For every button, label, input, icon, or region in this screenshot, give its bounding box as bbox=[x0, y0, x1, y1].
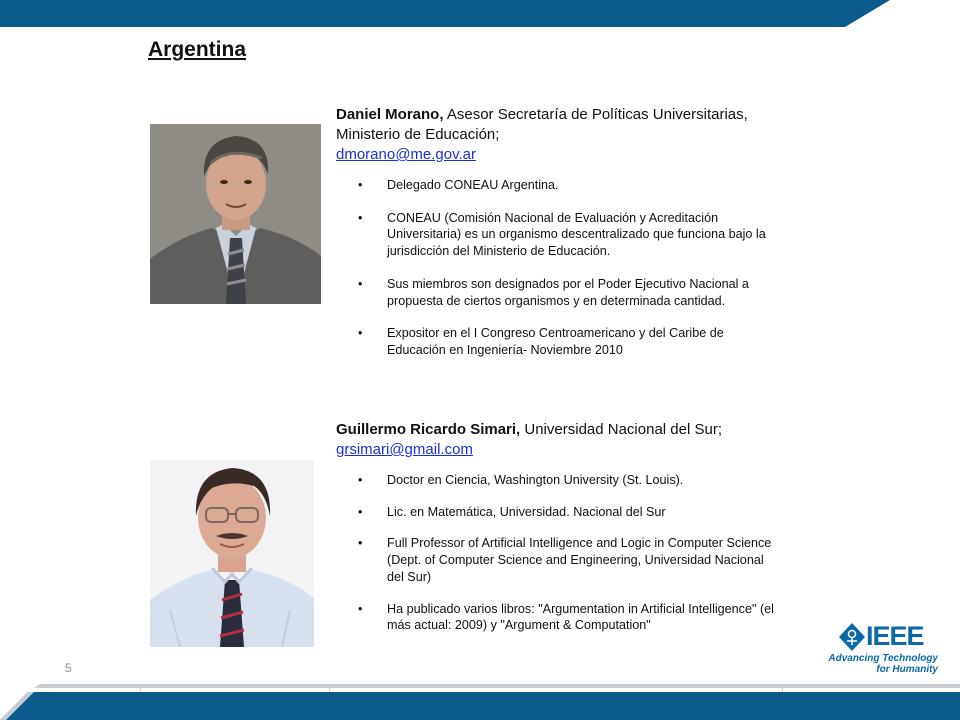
ieee-diamond-icon bbox=[838, 622, 866, 652]
bullet-icon: • bbox=[358, 326, 363, 341]
bullet-list bbox=[336, 472, 781, 634]
email-link[interactable]: grsimari@gmail.com bbox=[336, 441, 473, 458]
slide-title: Argentina bbox=[148, 38, 247, 61]
list-item: • Full Professor of Artificial Intelligence and Logic in Computer Science (Dept. of Computer Science and Engineering, Universidad Nacional del Sur) bbox=[358, 536, 772, 584]
bullet-icon: • bbox=[358, 210, 363, 225]
bullet-icon: • bbox=[358, 276, 363, 291]
person-guillermo-simari bbox=[336, 420, 781, 649]
bullet-icon: • bbox=[358, 473, 363, 487]
ieee-wordmark: IEEE bbox=[866, 621, 924, 651]
ieee-tagline: Advancing Technology for Humanity bbox=[828, 653, 938, 675]
top-banner bbox=[0, 0, 960, 27]
email-link[interactable]: dmorano@me.gov.ar bbox=[336, 146, 477, 163]
person-name: Guillermo Ricardo Simari, bbox=[336, 421, 521, 438]
list-item: • Sus miembros son designados por el Poder Ejecutivo Nacional a propuesta de ciertos organismos y en determinada cantidad. bbox=[358, 276, 749, 308]
bullet-list bbox=[336, 177, 781, 359]
person-header bbox=[336, 105, 781, 145]
person-daniel-morano bbox=[336, 105, 781, 375]
list-item: • Delegado CONEAU Argentina. bbox=[358, 178, 559, 192]
bullet-icon: • bbox=[358, 601, 363, 616]
person-affiliation: Universidad Nacional del Sur; bbox=[520, 421, 722, 438]
person-name: Daniel Morano, bbox=[336, 106, 444, 123]
bullet-icon: • bbox=[358, 178, 363, 192]
page-number: 5 bbox=[65, 661, 72, 675]
bullet-icon: • bbox=[358, 504, 363, 519]
portrait-daniel-morano bbox=[150, 124, 321, 304]
list-item: • Expositor en el I Congreso Centroamericano y del Caribe de Educación en Ingeniería- Noviembre 2010 bbox=[358, 326, 724, 357]
person-header bbox=[336, 420, 781, 440]
bottom-banner bbox=[0, 680, 960, 720]
bullet-icon: • bbox=[358, 536, 363, 551]
list-item: • CONEAU (Comisión Nacional de Evaluación y Acreditación Universitaria) es un organismo descentralizado que funciona bajo la jurisdicción del Ministerio de Educación. bbox=[358, 210, 766, 259]
portrait-guillermo-simari bbox=[150, 460, 314, 647]
person-affiliation: Asesor Secretaría de Políticas Universitarias, Ministerio de Educación; bbox=[336, 106, 748, 143]
list-item: • Doctor en Ciencia, Washington University (St. Louis). bbox=[358, 473, 684, 487]
list-item: • Ha publicado varios libros: "Argumentation in Artificial Intelligence" (el más actual: 2009) y "Argument & Computation" bbox=[358, 601, 774, 633]
list-item: • Lic. en Matemática, Universidad. Nacional del Sur bbox=[358, 504, 666, 519]
